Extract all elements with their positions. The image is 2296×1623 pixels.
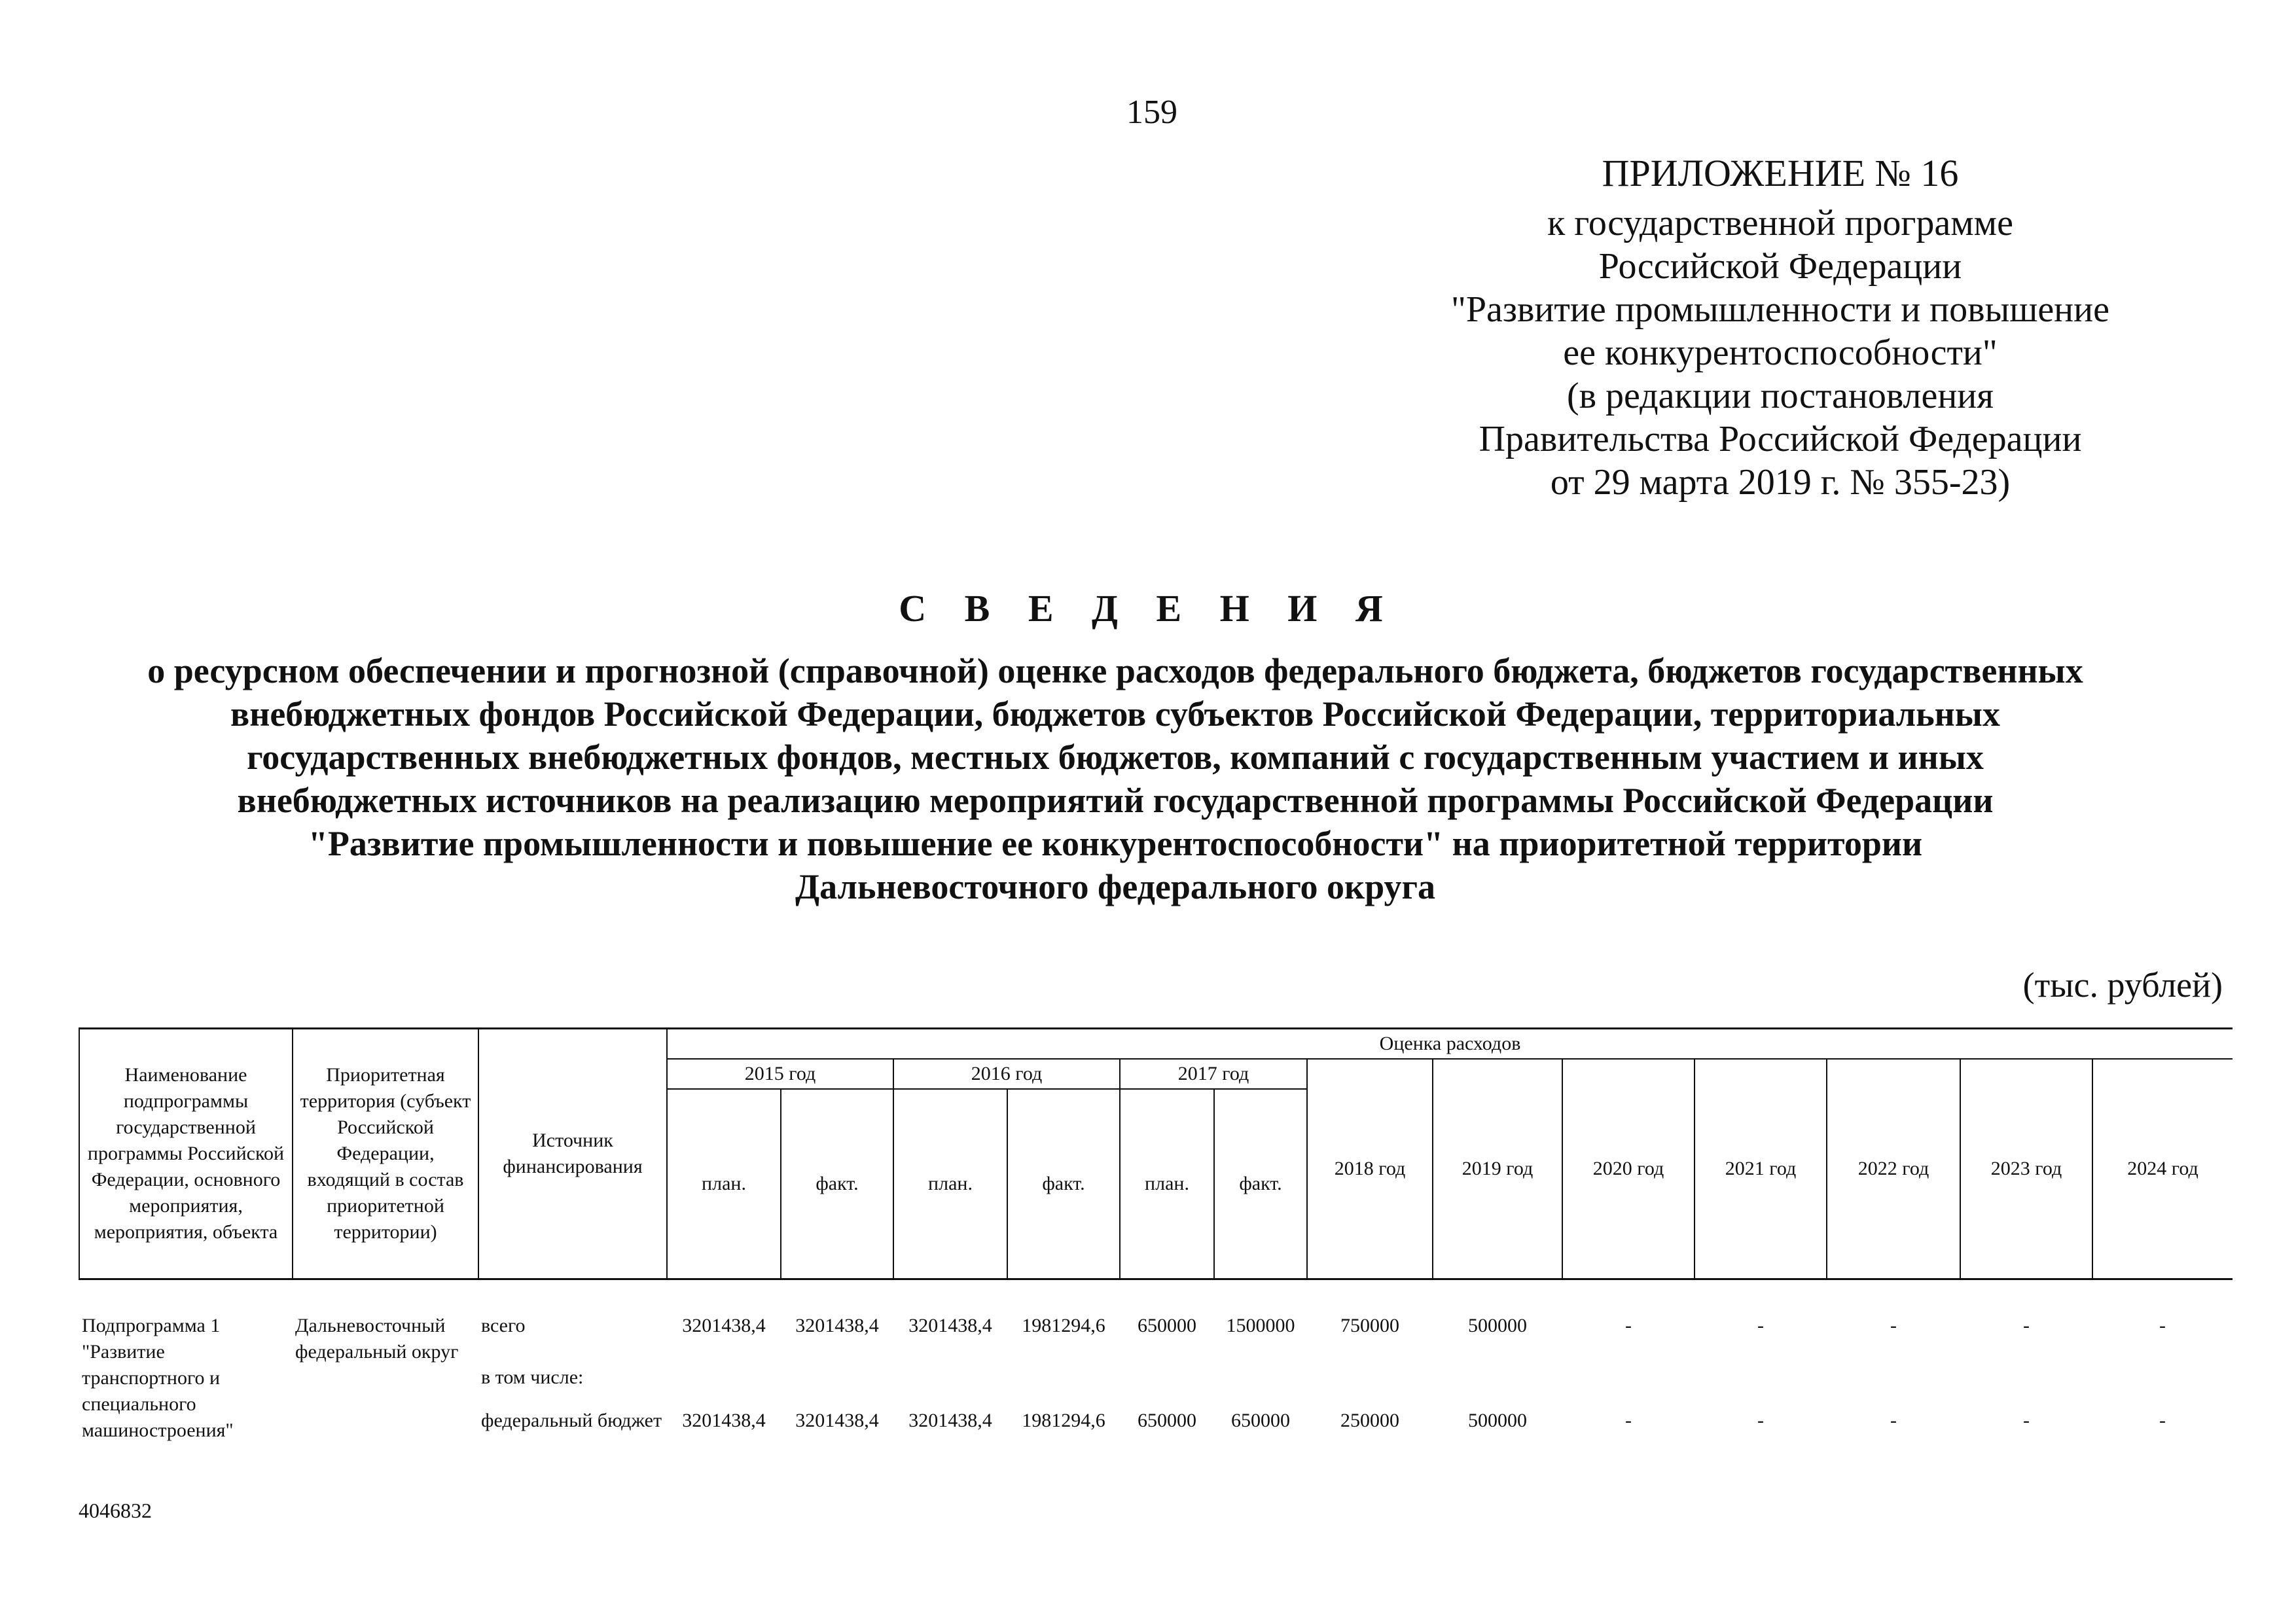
subtitle-line: государственных внебюджетных фондов, местных бюджетов, компаний с государственным участием и иных [247,738,1984,777]
row-name: Подпрограмма 1 "Развитие транспортного и специального машиностроения" [82,1314,234,1441]
units-label: (тыс. рублей) [2022,965,2223,1005]
table-cell-empty [667,1361,2233,1404]
header-plan: план. [893,1089,1007,1279]
header-year-2021: 2021 год [1695,1059,1827,1279]
appendix-line: "Развитие промышленности и повышение [1451,289,2109,330]
header-fact: факт. [1007,1089,1120,1279]
header-year-2024: 2024 год [2092,1059,2233,1279]
table-cell: 650000 [1138,1314,1196,1336]
row-territory: Дальневосточный федеральный округ [295,1314,459,1363]
header-year-2019: 2019 год [1433,1059,1562,1279]
table-cell: - [1625,1410,1632,1432]
table-cell: 1981294,6 [1022,1314,1105,1336]
table-cell: 650000 [1138,1410,1196,1432]
table-cell: 1981294,6 [1022,1410,1105,1432]
header-year-2023: 2023 год [1960,1059,2092,1279]
table-cell: 1500000 [1226,1314,1295,1336]
header-source: Источник финансирования [478,1029,667,1279]
table-cell: - [2023,1410,2030,1432]
table-cell: 3201438,4 [908,1410,992,1432]
table-cell: - [1890,1314,1897,1336]
table-cell: 650000 [1231,1410,1290,1432]
document-subtitle [79,649,2152,908]
table-cell: 3201438,4 [795,1410,879,1432]
page-number: 159 [1126,94,1177,131]
header-year-2022: 2022 год [1827,1059,1960,1279]
header-year-2018: 2018 год [1307,1059,1433,1279]
table-cell: - [2023,1314,2030,1336]
table-cell: - [2159,1410,2166,1432]
appendix-line: от 29 марта 2019 г. № 355-23) [1550,462,2011,503]
row-source-total: всего [481,1314,526,1336]
appendix-title: ПРИЛОЖЕНИЕ № 16 [1602,152,1959,194]
table-cell: - [1757,1314,1764,1336]
header-plan: план. [1120,1089,1214,1279]
table-cell: 500000 [1468,1410,1527,1432]
subtitle-line: о ресурсном обеспечении и прогнозной (справочной) оценке расходов федерального бюджета, бюджетов государственных [147,651,2083,690]
document-title: С В Е Д Е Н И Я [899,587,1397,630]
table-cell: 500000 [1468,1314,1527,1336]
header-year-2015: 2015 год [667,1059,893,1089]
table-cell: 750000 [1340,1314,1399,1336]
header-year-2020: 2020 год [1562,1059,1695,1279]
header-year-2017: 2017 год [1120,1059,1307,1089]
appendix-block [1427,152,2134,504]
table-cell: - [1625,1314,1632,1336]
row-source-including: в том числе: [481,1366,584,1388]
table-cell: 3201438,4 [682,1410,766,1432]
table-row [79,1279,2233,1361]
table-cell: 3201438,4 [795,1314,879,1336]
subtitle-line: внебюджетных фондов Российской Федерации, бюджетов субъектов Российской Федерации, территориальных [230,694,2000,734]
header-territory: Приоритетная территория (субъект Российской Федерации, входящий в состав приоритетной территории) [293,1029,478,1279]
table-cell: 3201438,4 [682,1314,766,1336]
header-plan: план. [667,1089,781,1279]
subtitle-line: внебюджетных источников на реализацию мероприятий государственной программы Российской Федерации [237,781,1994,820]
header-fact: факт. [1214,1089,1307,1279]
table-cell: - [1890,1410,1897,1432]
table-cell: 3201438,4 [908,1314,992,1336]
appendix-line: к государственной программе [1547,203,2013,243]
appendix-line: (в редакции постановления [1566,376,1994,416]
subtitle-line: Дальневосточного федерального округа [795,867,1435,906]
table-cell: 250000 [1340,1410,1399,1432]
header-year-2016: 2016 год [893,1059,1120,1089]
table-cell: - [2159,1314,2166,1336]
appendix-line: Российской Федерации [1598,246,1962,287]
document-code: 4046832 [79,1499,152,1522]
header-fact: факт. [781,1089,893,1279]
header-estimate: Оценка расходов [667,1029,2233,1060]
row-source-federal: федеральный бюджет [481,1410,662,1432]
subtitle-line: "Развитие промышленности и повышение ее конкурентоспособности" на приоритетной территории [308,824,1923,863]
header-name: Наименование подпрограммы государственной программы Российской Федерации, основного мероприятия, мероприятия, объекта [79,1029,293,1279]
table-cell: - [1757,1410,1764,1432]
appendix-line: Правительства Российской Федерации [1479,419,2082,459]
funding-table [79,1027,2233,1448]
appendix-line: ее конкурентоспособности" [1563,332,1998,373]
funding-table-wrap [79,1027,2232,1448]
